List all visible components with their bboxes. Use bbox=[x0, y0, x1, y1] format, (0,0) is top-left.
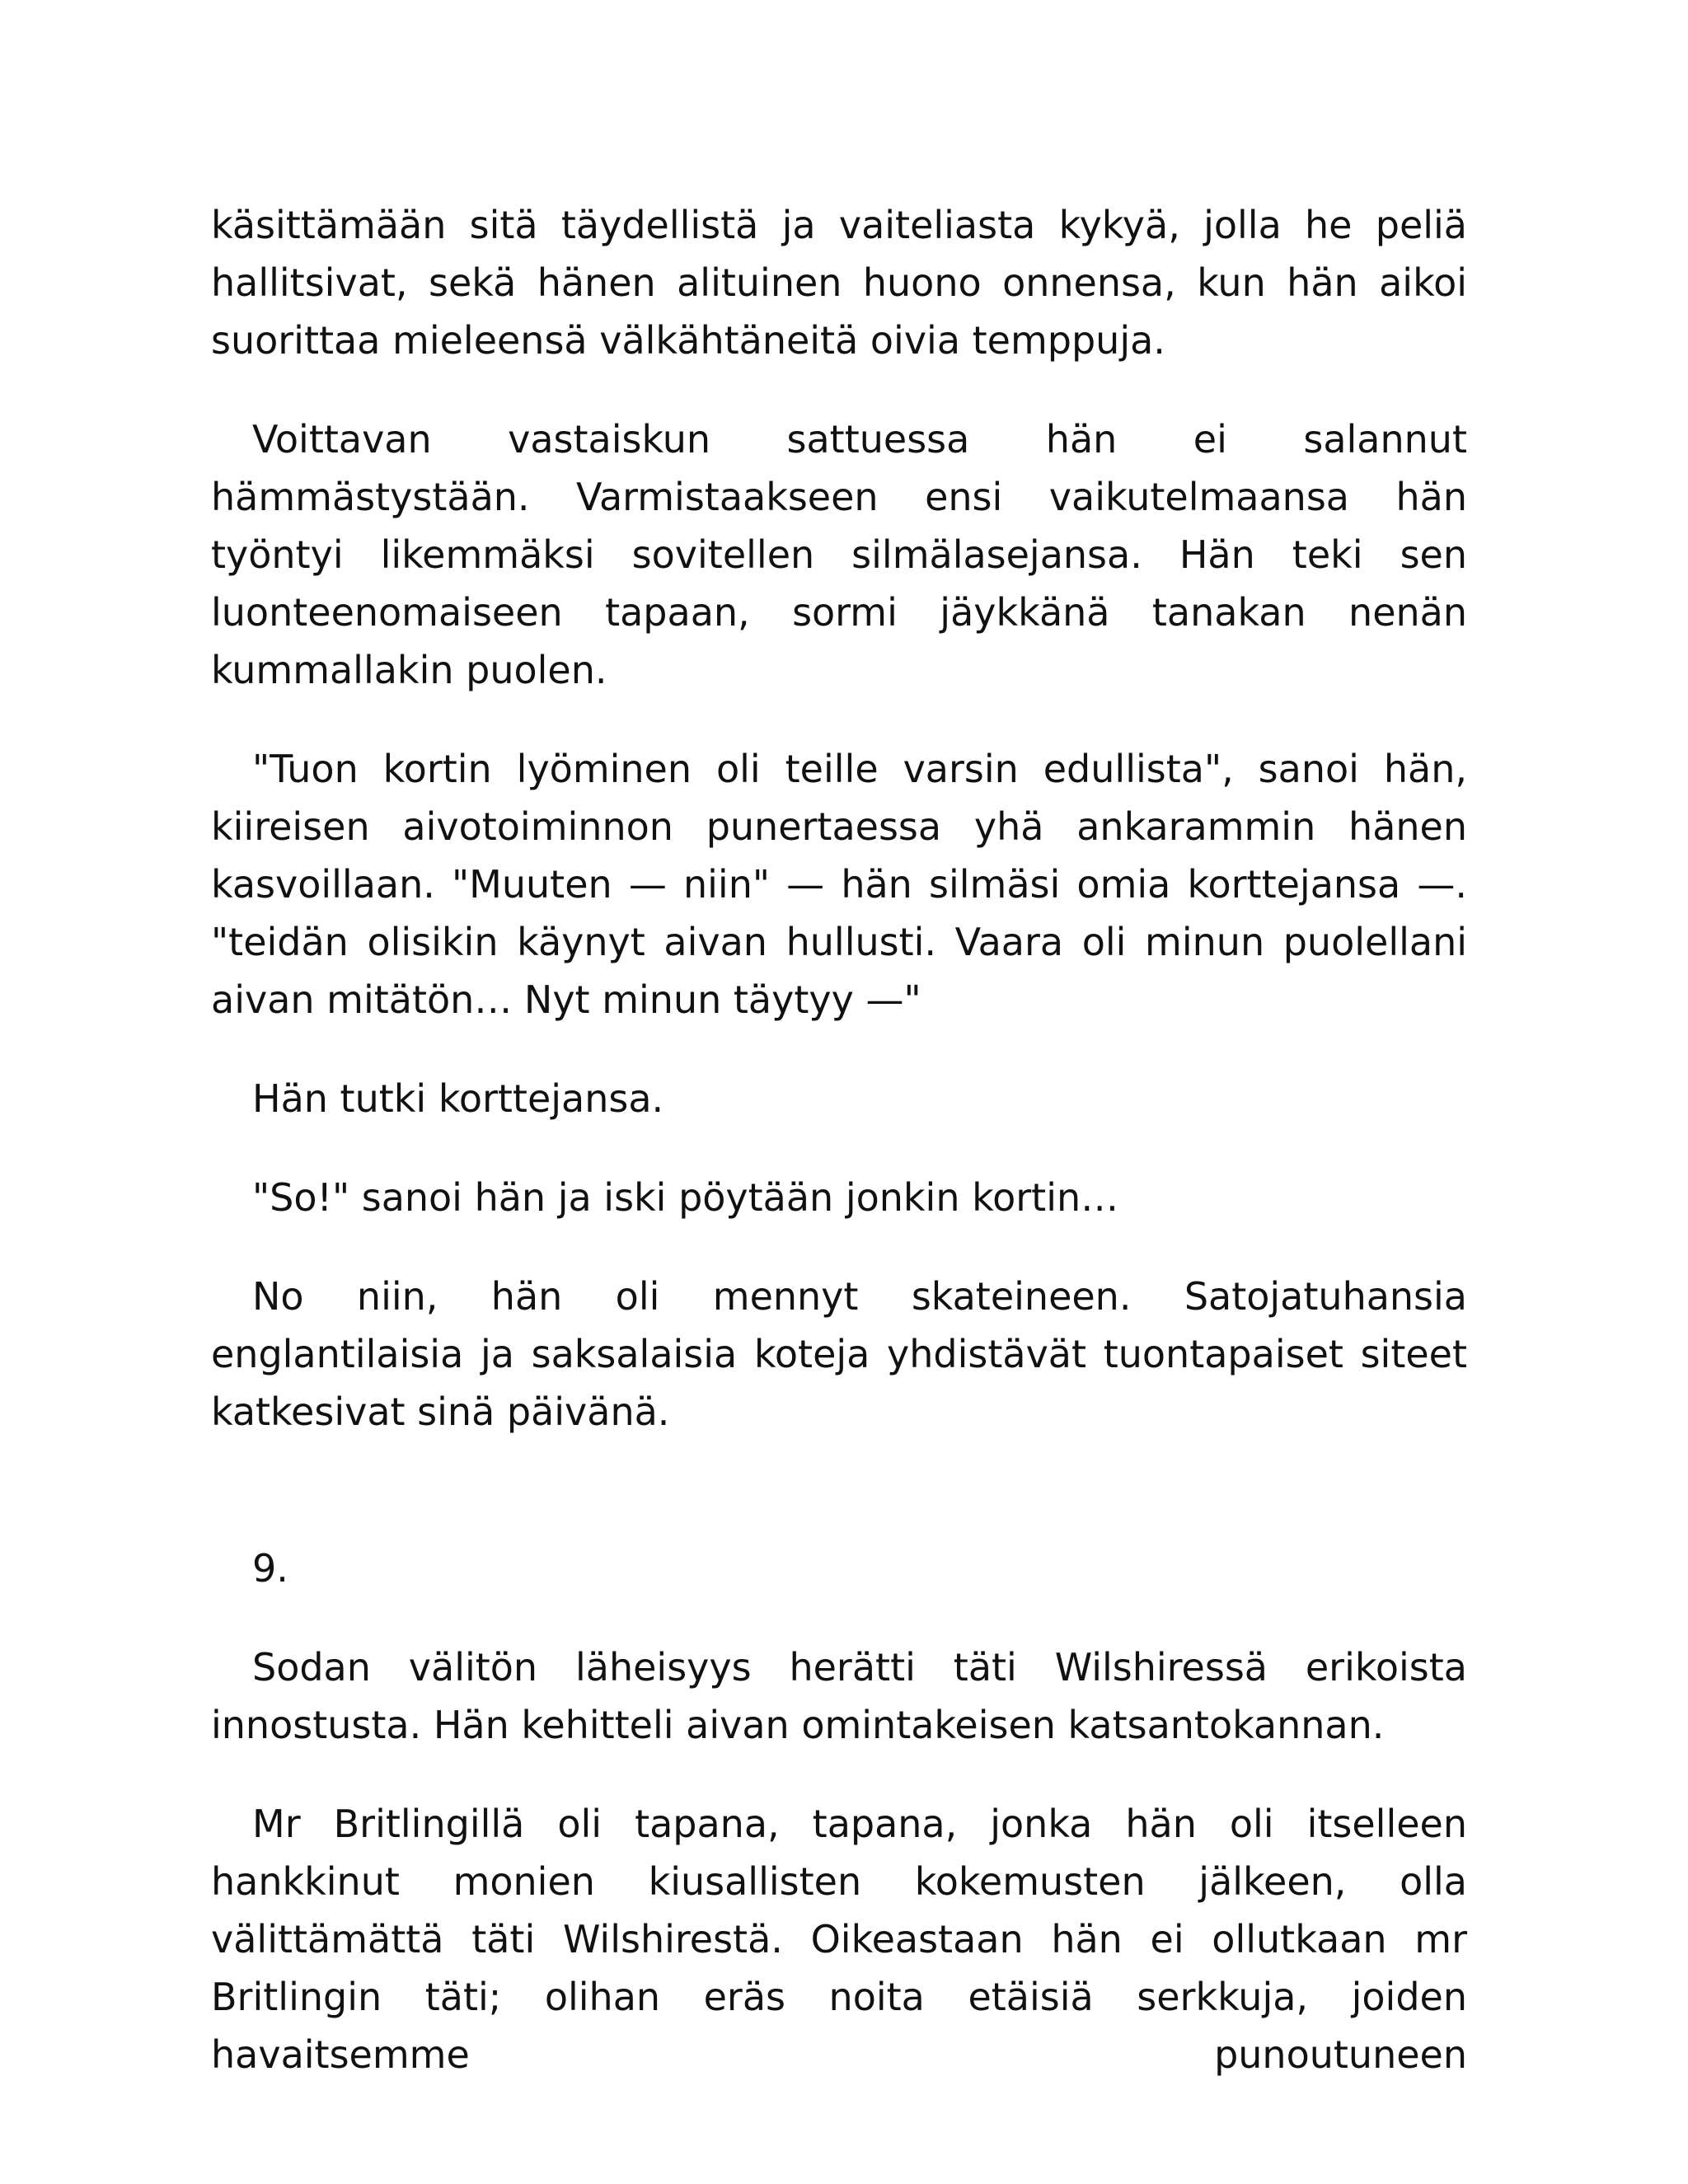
paragraph-8: Mr Britlingillä oli tapana, tapana, jonka hän oli itselleen hankkinut monien kiusallisten kokemusten jälkeen, olla välittämättä täti Wilshirestä. Oikeastaan hän ei ollutkaan mr Britlingin täti; olihan eräs noita etäisiä serkkuja, joiden havaitsemme punoutuneen bbox=[211, 1802, 1467, 2077]
paragraph-4: Hän tutki korttejansa. bbox=[252, 1076, 664, 1121]
paragraph-2: Voittavan vastaiskun sattuessa hän ei salannut hämmästystään. Varmistaakseen ensi vaikutelmaansa hän työntyi likemmäksi sovitellen silmälasejansa. Hän teki sen luonteenomaiseen tapaan, sormi jäykkänä tanakan nenän kummallakin puolen. bbox=[211, 417, 1467, 692]
paragraph-5: "So!" sanoi hän ja iski pöytään jonkin kortin… bbox=[252, 1175, 1119, 1220]
paragraph-6: No niin, hän oli mennyt skateineen. Satojatuhansia englantilaisia ja saksalaisia koteja yhdistävät tuontapaiset siteet katkesivat sinä päivänä. bbox=[211, 1274, 1467, 1434]
document-page bbox=[211, 196, 1467, 2125]
paragraph-1: käsittämään sitä täydellistä ja vaiteliasta kykyä, jolla he peliä hallitsivat, sekä hänen alituinen huono onnensa, kun hän aikoi suorittaa mieleensä välkähtäneitä oivia temppuja. bbox=[211, 203, 1467, 363]
section-heading: 9. bbox=[252, 1546, 288, 1591]
paragraph-3: "Tuon kortin lyöminen oli teille varsin edullista", sanoi hän, kiireisen aivotoiminnon punertaessa yhä ankarammin hänen kasvoillaan. "Muuten — niin" — hän silmäsi omia korttejansa —. "teidän olisikin käynyt aivan hullusti. Vaara oli minun puolellani aivan mitätön… Nyt minun täytyy —" bbox=[211, 747, 1467, 1022]
paragraph-7: Sodan välitön läheisyys herätti täti Wilshiressä erikoista innostusta. Hän kehitteli aivan omintakeisen katsantokannan. bbox=[211, 1645, 1467, 1747]
